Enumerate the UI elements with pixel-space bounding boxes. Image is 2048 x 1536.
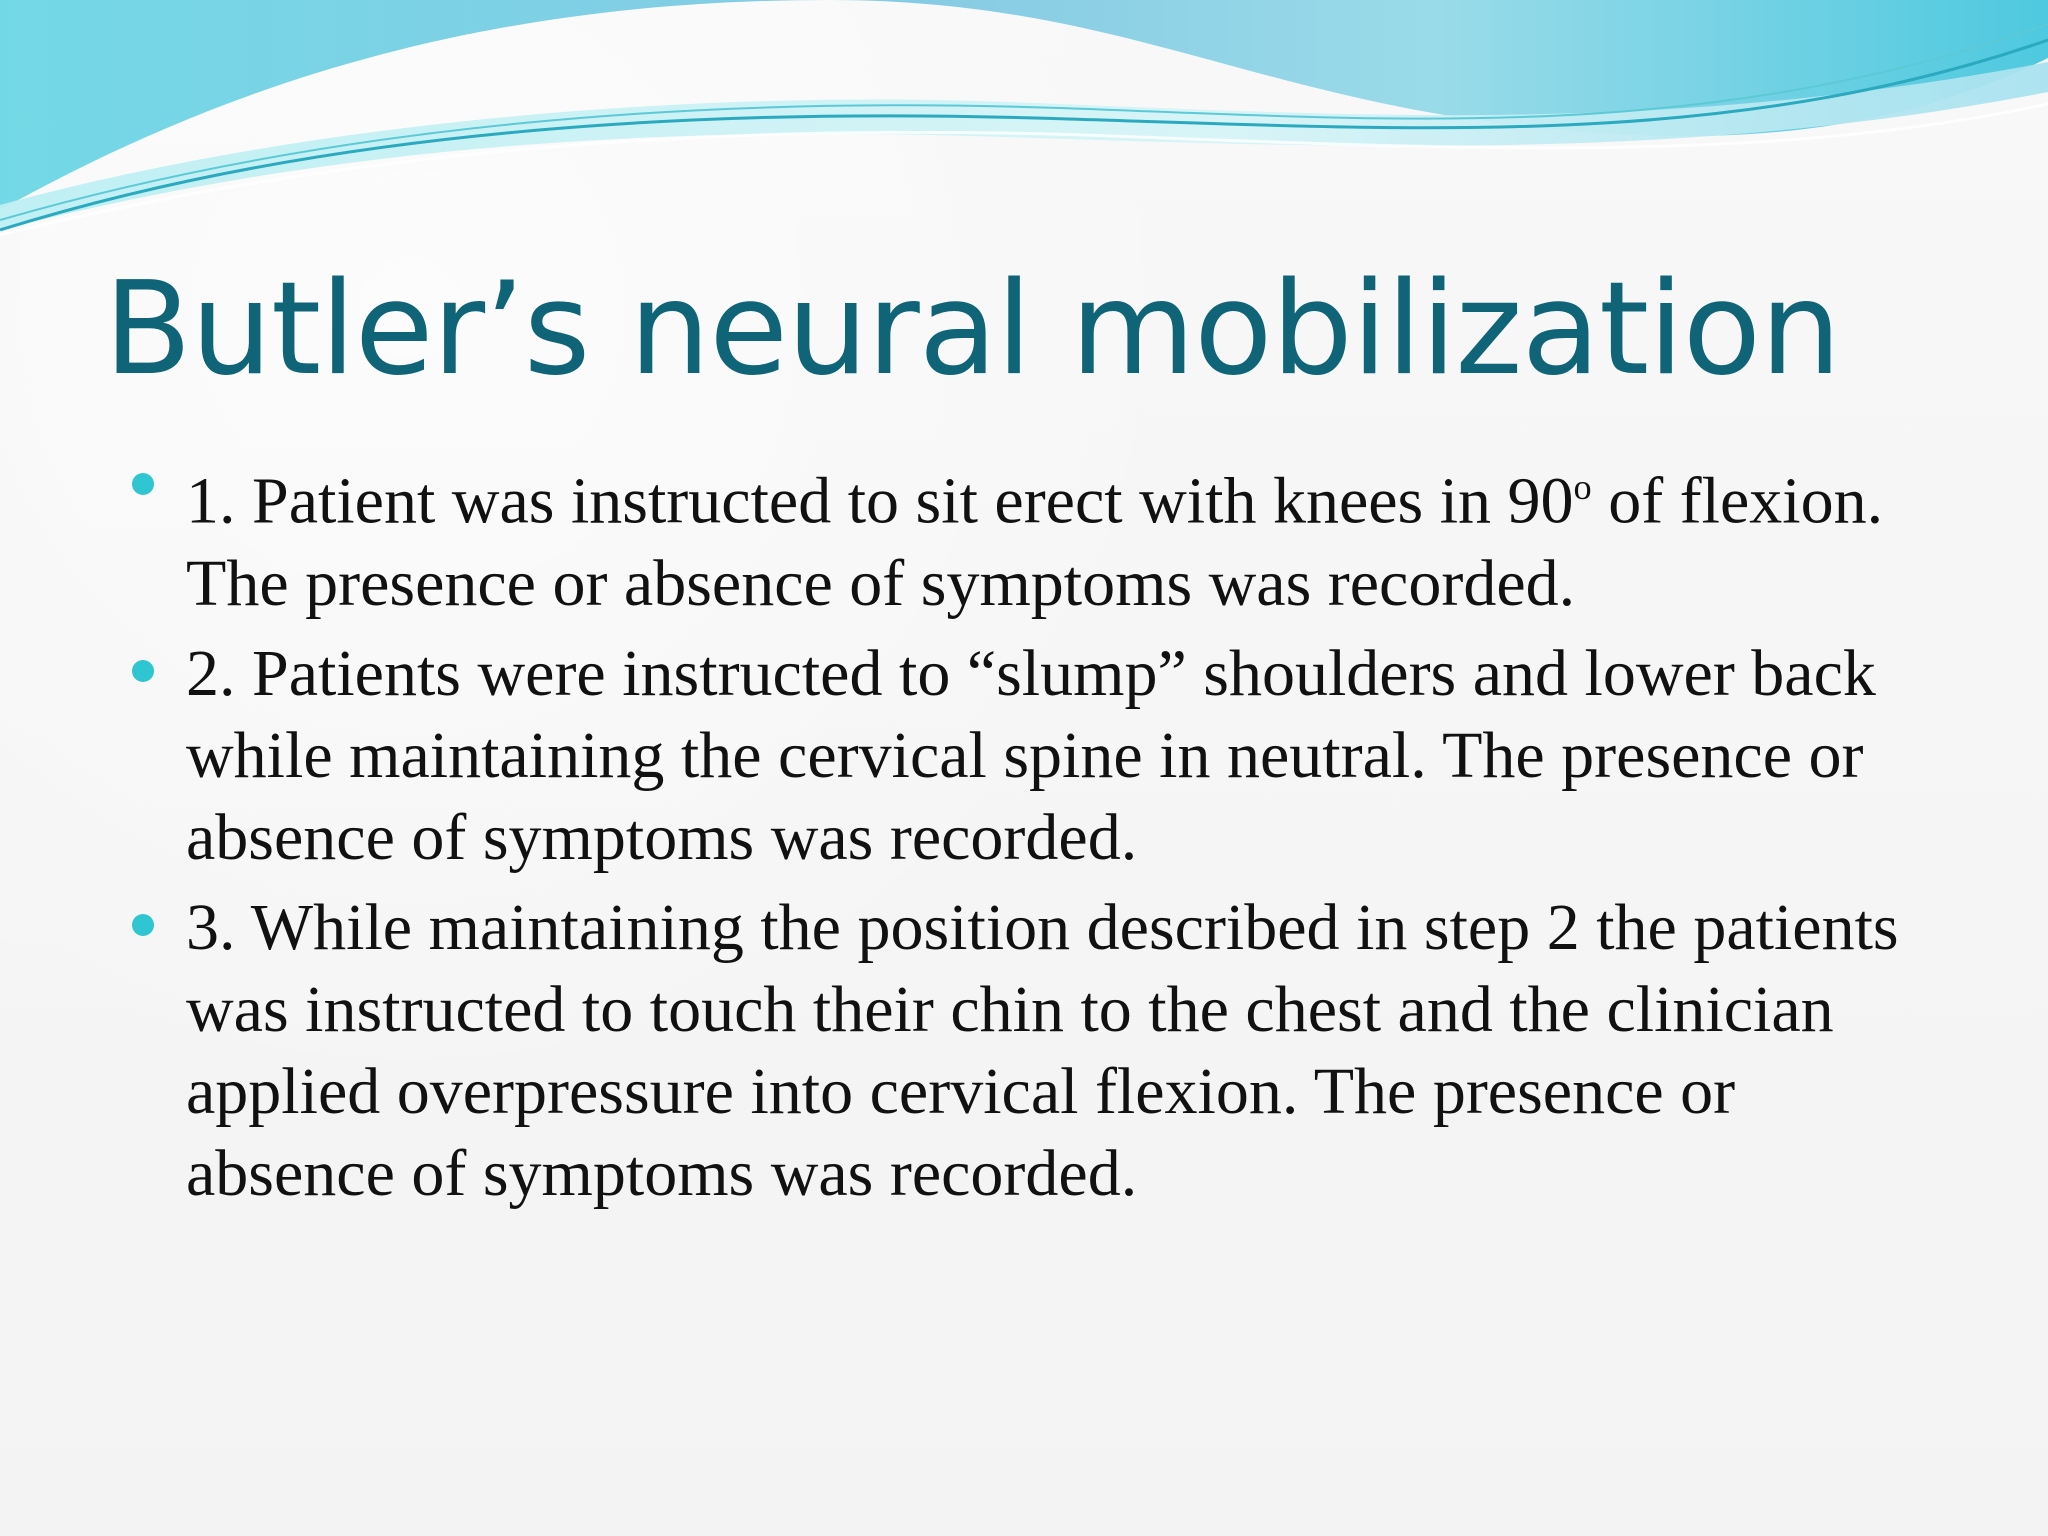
bullet-dot-icon [132,473,154,495]
list-item-text: 3. While maintaining the position described in step 2 the patients was instructed to touch their chin to the chest and the clinician applied overpressure into cervical flexion. The presence or absence of symptoms was recorded. [186,890,1899,1210]
list-item [124,633,1934,879]
list-item-text-end: of flexion. The presence or absence of symptoms was recorded. [186,464,1884,620]
list-item-text: 2. Patients were instructed to “slump” shoulders and lower back while maintaining the cervical spine in neutral. The presence or absence of symptoms was recorded. [186,636,1876,874]
list-item [124,887,1934,1215]
decorative-wave-header [0,0,2048,250]
list-item [124,446,1934,625]
degree-superscript: o [1573,467,1592,507]
bullet-dot-icon [132,914,154,936]
slide-title: Butler’s neural mobilization [104,255,1841,404]
list-item-text [186,446,1934,625]
bullet-dot-icon [132,660,154,682]
bullet-list [124,446,1934,1223]
list-item-text-start: 1. Patient was instructed to sit erect with knees in 90 [186,464,1574,538]
